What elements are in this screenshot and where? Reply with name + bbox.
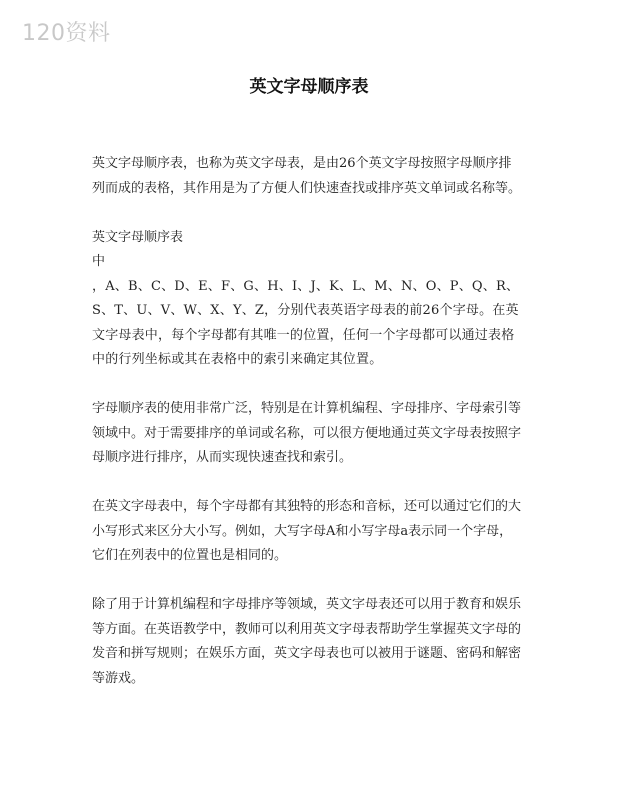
- watermark-logo: 120资料: [22, 21, 111, 46]
- letters-section: [92, 226, 524, 373]
- intro-paragraph: 英文字母顺序表，也称为英文字母表，是由26个英文字母按照字母顺序排列而成的表格，其作用是为了方便人们快速查找或排序英文单词或名称等。: [92, 156, 522, 196]
- page-title: 英文字母顺序表: [249, 77, 369, 97]
- section-zhong: 中: [92, 254, 106, 269]
- usage-paragraph: 字母顺序表的使用非常广泛，特别是在计算机编程、字母排序、字母索引等领域中。对于需要排序的单词或名称，可以很方便地通过英文字母表按照字母顺序进行排序，从而实现快速查找和索引。: [92, 401, 522, 465]
- document-body: [92, 152, 524, 716]
- section-label: 英文字母顺序表: [92, 229, 184, 245]
- other-uses-paragraph: 除了用于计算机编程和字母排序等领域，英文字母表还可以用于教育和娱乐等方面。在英语教学中，教师可以利用英文字母表帮助学生掌握英文字母的发音和拼写规则；在娱乐方面，英文字母表也可以被用于谜题、密码和解密等游戏。: [92, 597, 522, 686]
- letters-paragraph: ，A、B、C、D、E、F、G、H、I、J、K、L、M、N、O、P、Q、R、S、T、U、V、W、X、Y、Z，分别代表英语字母表的前26个字母。在英文字母表中，每个字母都有其唯一的位置，任何一个字母都可以通过表格中的行列坐标或其在表格中的索引来确定其位置。: [92, 278, 520, 367]
- case-paragraph: 在英文字母表中，每个字母都有其独特的形态和音标，还可以通过它们的大小写形式来区分大小写。例如，大写字母A和小写字母a表示同一个字母，它们在列表中的位置也是相同的。: [92, 499, 522, 563]
